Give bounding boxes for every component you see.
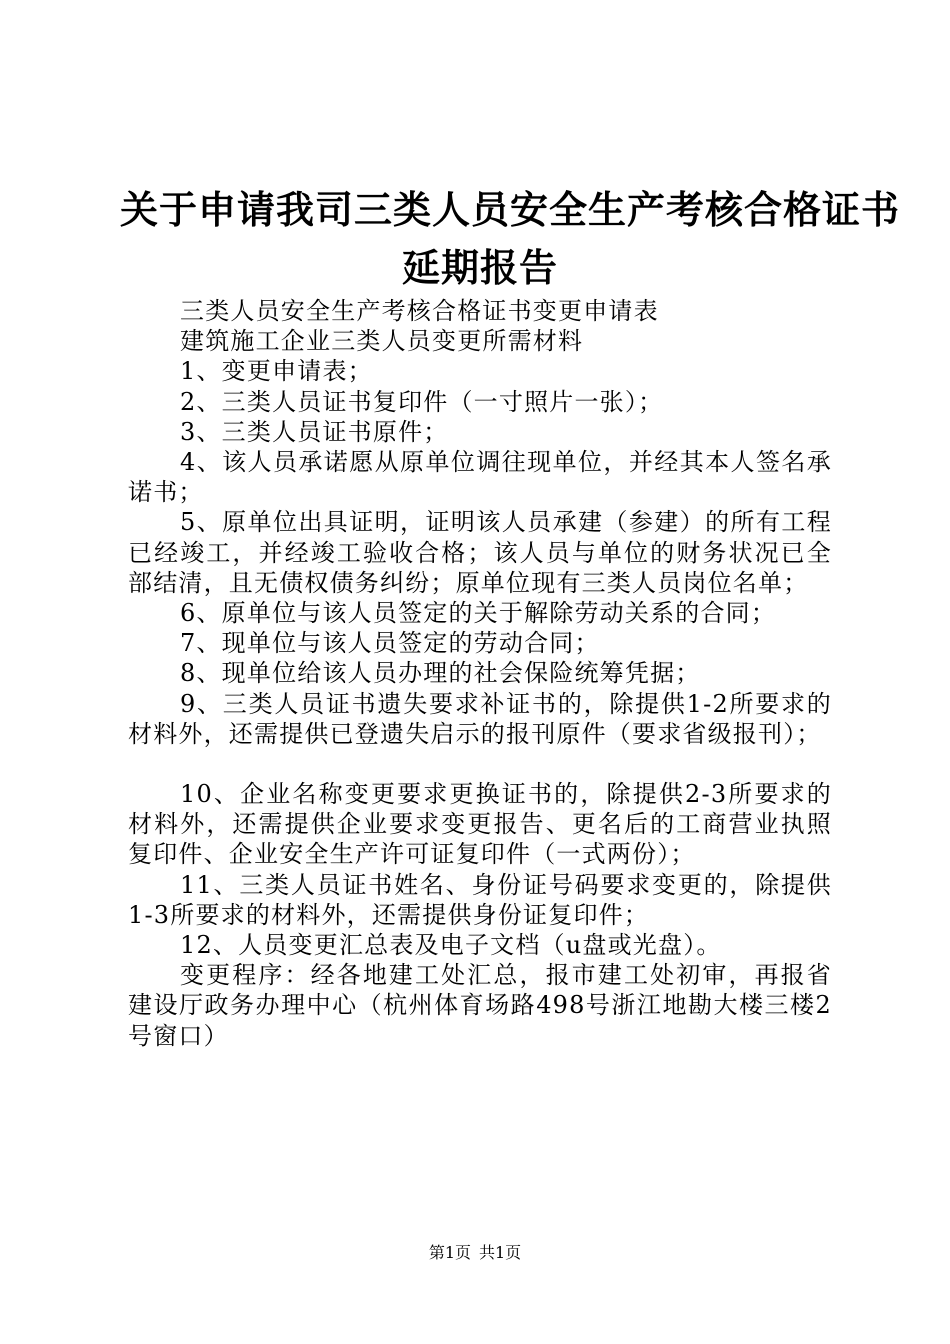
document-title-line-1: 关于申请我司三类人员安全生产考核合格证书 <box>120 188 901 232</box>
list-item-9: 9、三类人员证书遗失要求补证书的，除提供1-2所要求的材料外，还需提供已登遗失启示的报刊原件（要求省级报刊）； <box>128 689 832 748</box>
list-item-4: 4、该人员承诺愿从原单位调往现单位，并经其本人签名承诺书； <box>128 448 832 507</box>
list-item-1: 1、变更申请表； <box>180 357 373 386</box>
list-item-8: 8、现单位给该人员办理的社会保险统筹凭据； <box>180 659 701 688</box>
list-item-3: 3、三类人员证书原件； <box>180 417 449 446</box>
form-name-paragraph: 三类人员安全生产考核合格证书变更申请表 <box>180 297 659 325</box>
list-item-11: 11、三类人员证书姓名、身份证号码要求变更的，除提供1-3所要求的材料外，还需提供身份证复印件； <box>128 870 832 929</box>
materials-heading-paragraph: 建筑施工企业三类人员变更所需材料 <box>180 327 584 356</box>
list-item-10: 10、企业名称变更要求更换证书的，除提供2-3所要求的材料外，还需提供企业要求变更报告、更名后的工商营业执照复印件、企业安全生产许可证复印件（一式两份）； <box>128 780 832 869</box>
page-number: 第1页 <box>428 1243 471 1262</box>
document-title-line-2: 延期报告 <box>401 246 558 290</box>
paragraph-spacer <box>128 749 832 779</box>
procedure-paragraph: 变更程序：经各地建工处汇总，报市建工处初审，再报省建设厅政务办理中心（杭州体育场路498号浙江地勘大楼三楼2号窗口） <box>128 961 832 1050</box>
list-item-2: 2、三类人员证书复印件（一寸照片一张）； <box>180 387 664 416</box>
list-item-5: 5、原单位出具证明，证明该人员承建（参建）的所有工程已经竣工，并经竣工验收合格；该人员与单位的财务状况已全部结清，且无债权债务纠纷；原单位现有三类人员岗位名单； <box>128 508 832 597</box>
list-item-6: 6、原单位与该人员签定的关于解除劳动关系的合同； <box>180 599 777 628</box>
list-item-12: 12、人员变更汇总表及电子文档（u盘或光盘）。 <box>180 931 722 960</box>
document-body <box>128 296 832 1051</box>
list-item-7: 7、现单位与该人员签定的劳动合同； <box>180 629 600 658</box>
page-footer <box>0 1243 950 1263</box>
page-total: 共1页 <box>479 1243 522 1262</box>
